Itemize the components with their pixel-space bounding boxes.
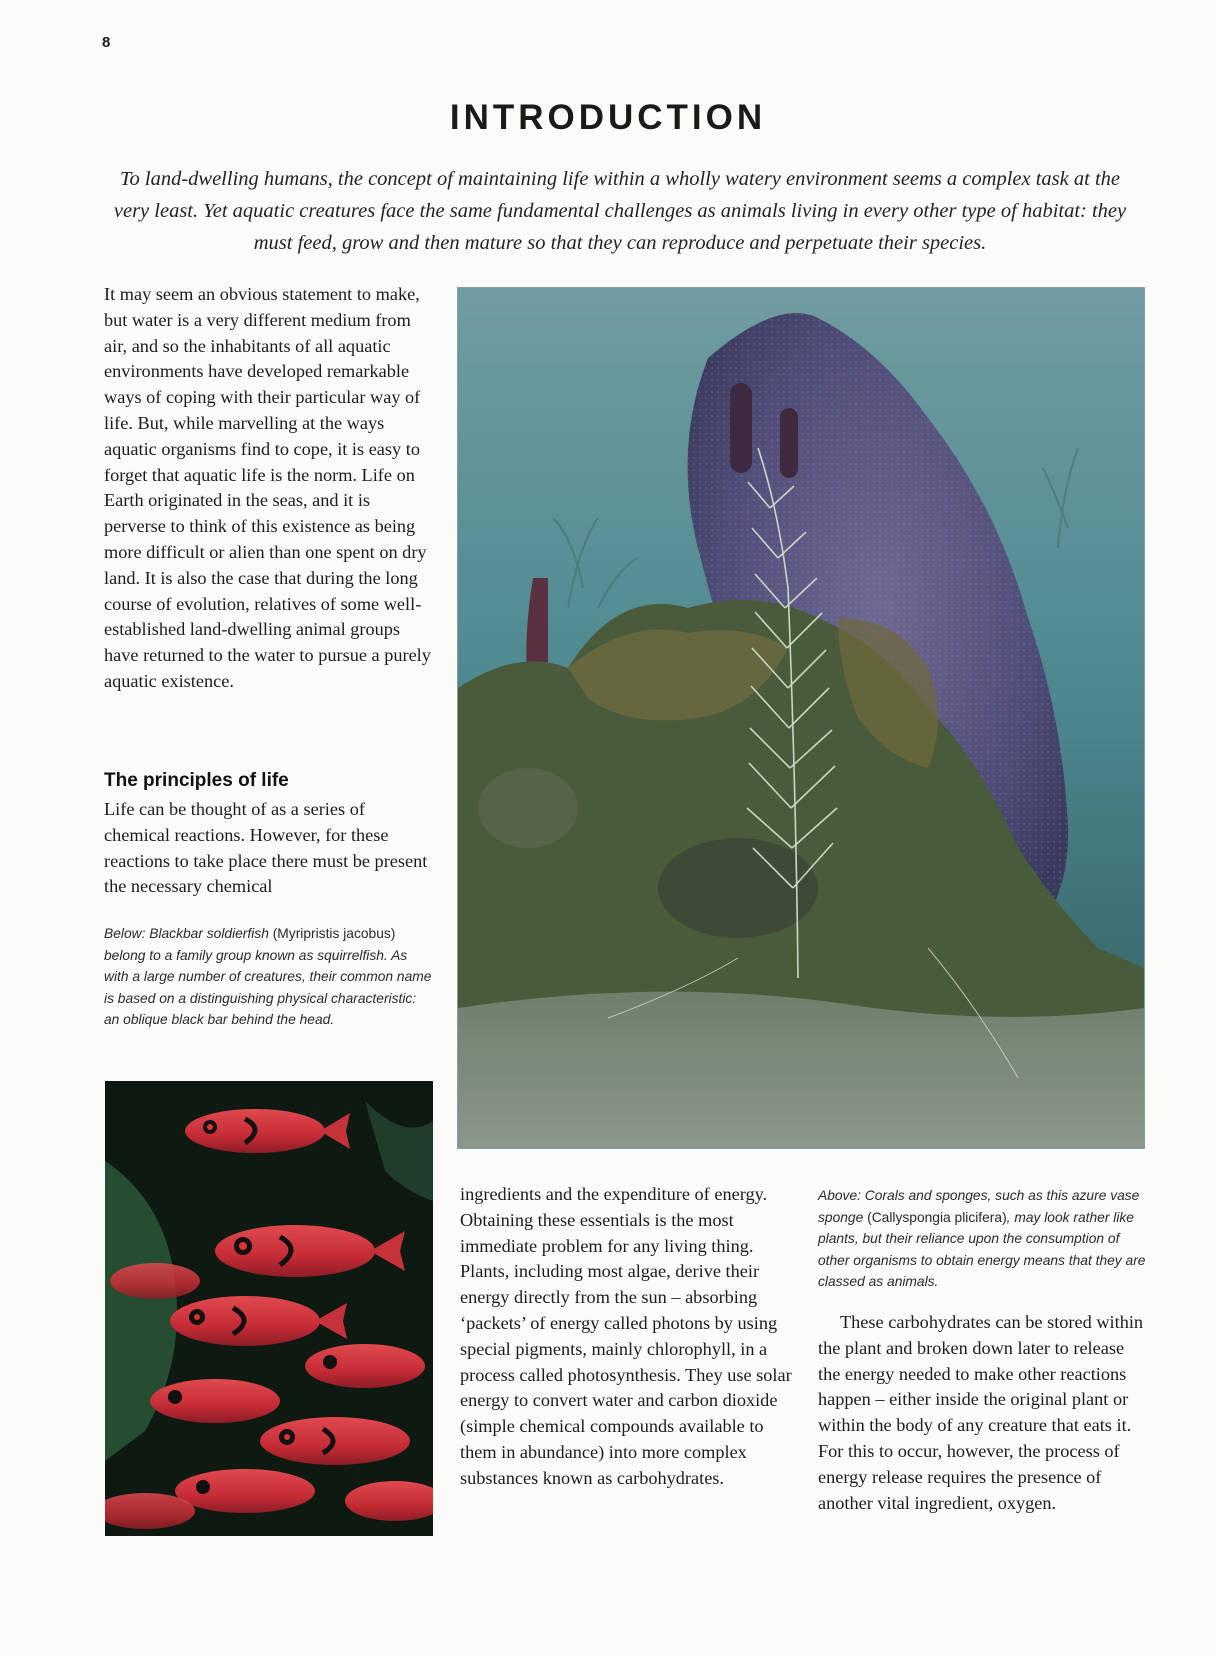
intro-paragraph: To land-dwelling humans, the concept of maintaining life within a wholly watery environment seems a complex task at the very least. Yet aquatic creatures face the same fundamental challenges as animals living in every other type of habitat: they must feed, grow and then mature so that they can reproduce and perpetuate their species.: [113, 168, 1127, 254]
tube-sponge: [780, 408, 798, 478]
caption-soldierfish: [104, 923, 434, 1031]
caption-rest: , may look rather like plants, but their reliance upon the consumption of other organisms to obtain energy means that they are classed as animals.: [818, 1209, 1146, 1290]
section-subheading: The principles of life: [104, 770, 289, 791]
coral-sponge-photo: [458, 288, 1144, 1148]
caption-rest: belong to a family group known as squirrelfish. As with a large number of creatures, their common name is based on a distinguishing physical characteristic: an oblique black bar behind the head.: [104, 947, 432, 1028]
left-column-paragraph: It may seem an obvious statement to make, but water is a very different medium from air, and so the inhabitants of all aquatic environments have developed remarkable ways of coping with their particular way of life. But, while marvelling at the ways aquatic organisms find to cope, it is easy to forget that aquatic life is the norm. Life on Earth originated in the seas, and it is perverse to think of this existence as being more difficult or alien than one spent on dry land. It is also the case that during the long course of evolution, relatives of some well-established land-dwelling animal groups have returned to the water to pursue a purely aquatic existence.: [104, 284, 431, 691]
left-column-paragraph-2: Life can be thought of as a series of chemical reactions. However, for these reactions to take place there must be present the necessary chemical: [104, 799, 428, 897]
caption-scientific-name: (Callyspongia plicifera): [867, 1209, 1007, 1225]
caption-sponge: [818, 1185, 1148, 1293]
brain-coral: [478, 768, 578, 848]
tube-sponge: [730, 383, 752, 473]
page-title: INTRODUCTION: [449, 98, 767, 137]
page-number: 8: [102, 34, 111, 51]
soldierfish-photo: [105, 1081, 433, 1536]
caption-scientific-name: (Myripristis jacobus): [272, 926, 396, 941]
middle-column-paragraph: ingredients and the expenditure of energy. Obtaining these essentials is the most immediate problem for any living thing. Plants, including most algae, derive their energy directly from the sun – absorbing ‘packets’ of energy called photons by using special pigments, mainly chlorophyll, in a process called photosynthesis. They use solar energy to convert water and carbon dioxide (simple chemical compounds available to them in abundance) into more complex substances known as carbohydrates.: [460, 1184, 792, 1488]
coral-sponge-illustration: [458, 288, 1144, 1148]
caption-lead: Above: Corals and sponges, such as this azure vase sponge: [818, 1188, 1140, 1225]
soldierfish-illustration: [105, 1081, 433, 1536]
right-column-paragraph: These carbohydrates can be stored within the plant and broken down later to release the energy needed to make other reactions happen – either inside the original plant or within the body of any creature that eats it. For this to occur, however, the process of energy release requires the presence of another vital ingredient, oxygen.: [818, 1312, 1144, 1513]
right-column: [818, 1310, 1148, 1516]
caption-lead: Below: Blackbar soldierfish: [104, 926, 273, 941]
